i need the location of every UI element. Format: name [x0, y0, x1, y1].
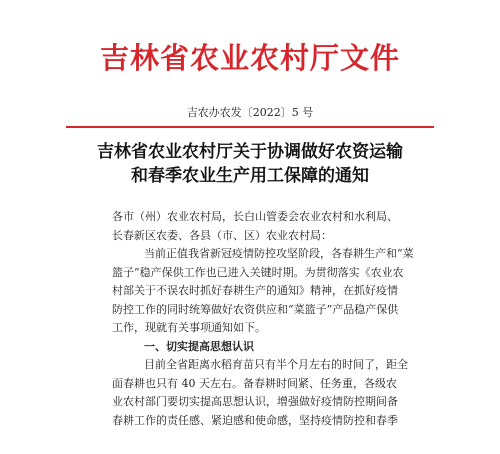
document-banner: 吉林省农业农村厅文件: [99, 41, 400, 75]
body-line: 村部关于不误农时抓好春耕生产的通知》精神，在抓好疫情: [112, 284, 398, 297]
document-body: [112, 208, 486, 430]
body-line: 防控工作的同时统筹做好农资供应和“菜篮子”产品稳产保供: [112, 302, 399, 316]
title-line-1: 吉林省农业农村厅关于协调做好农资运输: [97, 142, 403, 162]
document-number: 吉农办农发〔2022〕5 号: [186, 106, 314, 119]
body-line: 业农村部门要切实提高思想认识，增强做好疫情防控期间备: [112, 395, 398, 408]
body-line: 当前正值我省新冠疫情防控攻坚阶段，各春耕生产和“菜: [144, 247, 414, 260]
body-line: 篮子”稳产保供工作也已进入关键时期。为贯彻落实《农业农: [112, 265, 404, 279]
document-title: [0, 140, 500, 188]
body-line: 工作，现就有关事项通知如下。: [112, 321, 266, 334]
red-divider-line: [66, 126, 434, 128]
body-line: 各市（州）农业农村局，长白山管委会农业农村和水利局、: [112, 210, 398, 223]
section-heading: 一、切实提高思想认识: [144, 339, 254, 353]
title-line-2: 和春季农业生产用工保障的通知: [131, 166, 369, 186]
body-line: 长春新区农委、各县（市、区）农业农村局：: [112, 228, 332, 242]
body-line: 面春耕也只有 40 天左右。备春耕时间紧、任务重，各级农: [112, 376, 397, 390]
body-line: 春耕工作的责任感、紧迫感和使命感，坚持疫情防控和春季: [112, 413, 398, 427]
body-line: 目前全省距离水稻育苗只有半个月左右的时间了，距全: [144, 358, 408, 371]
